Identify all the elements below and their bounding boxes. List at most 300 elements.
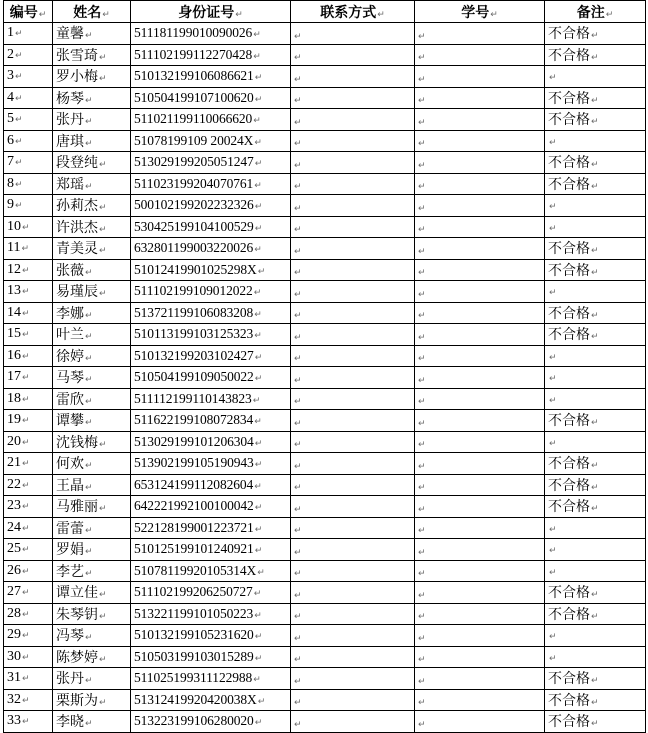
cell-remarks[interactable] [545, 646, 646, 668]
paragraph-mark-icon: ↵ [85, 547, 93, 558]
paragraph-mark-icon: ↵ [418, 139, 426, 150]
cell-remarks[interactable] [545, 539, 646, 561]
cell-contact[interactable] [291, 539, 415, 561]
cell-number[interactable] [4, 109, 53, 131]
cell-number[interactable] [4, 367, 53, 389]
paragraph-mark-icon: ↵ [257, 567, 265, 578]
cell-contact[interactable] [291, 345, 415, 367]
cell-name-text: 张丹 [56, 671, 84, 688]
cell-student-number[interactable] [415, 324, 545, 346]
cell-contact[interactable] [291, 87, 415, 109]
cell-id-number[interactable] [131, 474, 291, 496]
paragraph-mark-icon: ↵ [85, 310, 93, 321]
cell-student-number[interactable] [415, 668, 545, 690]
cell-number-text: 32 [7, 691, 21, 707]
cell-name[interactable] [53, 152, 131, 174]
paragraph-mark-icon: ↵ [22, 545, 30, 556]
cell-name[interactable] [53, 474, 131, 496]
cell-id-number-text: 500102199202232326 [134, 197, 254, 213]
cell-name-text: 叶兰 [56, 327, 84, 344]
cell-contact[interactable] [291, 711, 415, 733]
cell-remarks[interactable] [545, 689, 646, 711]
paragraph-mark-icon: ↵ [591, 181, 599, 192]
paragraph-mark-icon: ↵ [254, 438, 263, 449]
cell-name[interactable] [53, 87, 131, 109]
paragraph-mark-icon: ↵ [22, 652, 30, 663]
cell-contact[interactable] [291, 109, 415, 131]
cell-remarks[interactable] [545, 367, 646, 389]
cell-student-number[interactable] [415, 453, 545, 475]
cell-name[interactable] [53, 689, 131, 711]
cell-name[interactable] [53, 259, 131, 281]
cell-name[interactable] [53, 539, 131, 561]
paragraph-mark-icon: ↵ [294, 139, 302, 150]
paragraph-mark-icon: ↵ [22, 695, 30, 706]
cell-name[interactable] [53, 66, 131, 88]
cell-number-text: 4 [7, 89, 14, 105]
table-row [4, 23, 646, 45]
cell-student-number[interactable] [415, 646, 545, 668]
cell-id-number[interactable] [131, 44, 291, 66]
cell-student-number[interactable] [415, 87, 545, 109]
cell-contact[interactable] [291, 388, 415, 410]
cell-contact[interactable] [291, 582, 415, 604]
paragraph-mark-icon: ↵ [418, 526, 426, 537]
paragraph-mark-icon: ↵ [254, 159, 263, 170]
cell-id-number[interactable] [131, 689, 291, 711]
cell-contact[interactable] [291, 689, 415, 711]
cell-id-number[interactable] [131, 668, 291, 690]
cell-number[interactable] [4, 582, 53, 604]
cell-number[interactable] [4, 216, 53, 238]
cell-student-number[interactable] [415, 517, 545, 539]
cell-remarks[interactable] [545, 582, 646, 604]
cell-contact[interactable] [291, 668, 415, 690]
cell-name-text: 王晶 [56, 477, 84, 494]
cell-remarks-text: 不合格 [548, 112, 590, 129]
cell-name[interactable] [53, 711, 131, 733]
cell-number[interactable] [4, 625, 53, 647]
cell-student-number[interactable] [415, 603, 545, 625]
cell-number[interactable] [4, 689, 53, 711]
paragraph-mark-icon: ↵ [99, 590, 107, 601]
cell-contact[interactable] [291, 453, 415, 475]
cell-contact[interactable] [291, 410, 415, 432]
cell-number[interactable] [4, 388, 53, 410]
cell-name-text: 谭立佳 [56, 585, 98, 602]
cell-student-number[interactable] [415, 66, 545, 88]
cell-contact[interactable] [291, 625, 415, 647]
cell-number[interactable] [4, 324, 53, 346]
cell-number[interactable] [4, 87, 53, 109]
cell-number[interactable] [4, 410, 53, 432]
paragraph-mark-icon: ↵ [85, 375, 93, 386]
paragraph-mark-icon: ↵ [99, 611, 107, 622]
paragraph-mark-icon: ↵ [591, 482, 599, 493]
cell-id-number[interactable] [131, 388, 291, 410]
cell-student-number[interactable] [415, 582, 545, 604]
cell-student-number[interactable] [415, 474, 545, 496]
cell-remarks[interactable] [545, 109, 646, 131]
cell-name[interactable] [53, 431, 131, 453]
cell-remarks[interactable] [545, 66, 646, 88]
paragraph-mark-icon: ↵ [549, 352, 557, 363]
cell-id-number-text: 530425199104100529 [134, 218, 254, 234]
cell-number[interactable] [4, 539, 53, 561]
cell-contact[interactable] [291, 195, 415, 217]
cell-id-number[interactable] [131, 23, 291, 45]
cell-remarks[interactable] [545, 281, 646, 303]
cell-remarks[interactable] [545, 216, 646, 238]
cell-id-number-text: 653124199112082604 [134, 476, 254, 492]
paragraph-mark-icon: ↵ [254, 331, 262, 342]
cell-contact[interactable] [291, 23, 415, 45]
paragraph-mark-icon: ↵ [294, 547, 302, 558]
cell-number[interactable] [4, 711, 53, 733]
paragraph-mark-icon: ↵ [418, 96, 426, 107]
cell-remarks[interactable] [545, 345, 646, 367]
cell-id-number[interactable] [131, 281, 291, 303]
paragraph-mark-icon: ↵ [85, 719, 93, 730]
cell-student-number[interactable] [415, 195, 545, 217]
cell-name[interactable] [53, 324, 131, 346]
cell-remarks[interactable] [545, 152, 646, 174]
cell-name[interactable] [53, 23, 131, 45]
cell-id-number[interactable] [131, 324, 291, 346]
cell-number[interactable] [4, 173, 53, 195]
cell-id-number[interactable] [131, 517, 291, 539]
cell-name-text: 马雅丽 [56, 499, 98, 516]
paragraph-mark-icon: ↵ [294, 504, 302, 515]
cell-remarks[interactable] [545, 711, 646, 733]
paragraph-mark-icon: ↵ [22, 437, 30, 448]
cell-id-number[interactable] [131, 453, 291, 475]
cell-id-number[interactable] [131, 711, 291, 733]
cell-contact[interactable] [291, 44, 415, 66]
cell-student-number[interactable] [415, 109, 545, 131]
cell-remarks-text: 不合格 [548, 262, 590, 279]
cell-contact[interactable] [291, 603, 415, 625]
cell-id-number[interactable] [131, 539, 291, 561]
paragraph-mark-icon: ↵ [22, 222, 30, 233]
paragraph-mark-icon: ↵ [591, 461, 599, 472]
cell-student-number[interactable] [415, 216, 545, 238]
cell-remarks-text: 不合格 [548, 499, 590, 516]
cell-number[interactable] [4, 302, 53, 324]
cell-remarks-text: 不合格 [548, 305, 590, 322]
cell-contact[interactable] [291, 431, 415, 453]
header-row [4, 1, 646, 23]
paragraph-mark-icon: ↵ [418, 160, 426, 171]
table-row [4, 603, 646, 625]
paragraph-mark-icon: ↵ [15, 136, 23, 147]
cell-number[interactable] [4, 646, 53, 668]
cell-name[interactable] [53, 195, 131, 217]
cell-number[interactable] [4, 603, 53, 625]
cell-student-number[interactable] [415, 560, 545, 582]
paragraph-mark-icon: ↵ [418, 397, 426, 408]
cell-name[interactable] [53, 216, 131, 238]
cell-number-text: 7 [7, 154, 14, 170]
paragraph-mark-icon: ↵ [254, 718, 263, 729]
cell-name[interactable] [53, 281, 131, 303]
cell-id-number[interactable] [131, 646, 291, 668]
cell-name[interactable] [53, 388, 131, 410]
cell-student-number[interactable] [415, 302, 545, 324]
cell-id-number[interactable] [131, 195, 291, 217]
cell-id-number-text: 513902199105190943 [134, 455, 254, 471]
cell-number[interactable] [4, 560, 53, 582]
cell-id-number[interactable] [131, 238, 291, 260]
cell-name[interactable] [53, 582, 131, 604]
cell-remarks[interactable] [545, 603, 646, 625]
cell-contact[interactable] [291, 173, 415, 195]
cell-name-text: 罗娟 [56, 542, 84, 559]
cell-student-number[interactable] [415, 259, 545, 281]
cell-name[interactable] [53, 173, 131, 195]
cell-number[interactable] [4, 281, 53, 303]
cell-name[interactable] [53, 453, 131, 475]
cell-remarks[interactable] [545, 517, 646, 539]
cell-name[interactable] [53, 646, 131, 668]
cell-number[interactable] [4, 44, 53, 66]
cell-remarks[interactable] [545, 431, 646, 453]
paragraph-mark-icon: ↵ [418, 375, 426, 386]
cell-id-number-text: 511025199311122988 [134, 670, 253, 686]
cell-contact[interactable] [291, 646, 415, 668]
cell-number[interactable] [4, 130, 53, 152]
cell-remarks[interactable] [545, 259, 646, 281]
cell-contact[interactable] [291, 324, 415, 346]
cell-remarks[interactable] [545, 496, 646, 518]
cell-contact[interactable] [291, 238, 415, 260]
cell-remarks[interactable] [545, 324, 646, 346]
cell-remarks[interactable] [545, 302, 646, 324]
cell-name[interactable] [53, 109, 131, 131]
header-student-number: 学号↵ [415, 1, 545, 23]
paragraph-mark-icon: ↵ [15, 50, 23, 61]
cell-number[interactable] [4, 345, 53, 367]
cell-id-number-text: 510132199106086621 [134, 68, 254, 84]
table-row [4, 689, 646, 711]
cell-name-text: 马琴 [56, 370, 84, 387]
cell-name[interactable] [53, 603, 131, 625]
cell-number[interactable] [4, 152, 53, 174]
cell-student-number[interactable] [415, 539, 545, 561]
cell-contact[interactable] [291, 281, 415, 303]
cell-student-number[interactable] [415, 281, 545, 303]
cell-number[interactable] [4, 195, 53, 217]
paragraph-mark-icon: ↵ [418, 440, 426, 451]
cell-contact[interactable] [291, 130, 415, 152]
cell-id-number[interactable] [131, 410, 291, 432]
table-row [4, 66, 646, 88]
cell-student-number[interactable] [415, 238, 545, 260]
cell-name-text: 易瑾辰 [56, 284, 98, 301]
cell-number[interactable] [4, 517, 53, 539]
cell-remarks[interactable] [545, 453, 646, 475]
cell-number[interactable] [4, 474, 53, 496]
cell-id-number[interactable] [131, 496, 291, 518]
cell-contact[interactable] [291, 302, 415, 324]
cell-contact[interactable] [291, 152, 415, 174]
cell-student-number[interactable] [415, 431, 545, 453]
cell-remarks[interactable] [545, 238, 646, 260]
paragraph-mark-icon: ↵ [418, 719, 426, 730]
cell-remarks[interactable] [545, 560, 646, 582]
cell-id-number[interactable] [131, 603, 291, 625]
cell-number[interactable] [4, 453, 53, 475]
header-name: 姓名↵ [53, 1, 131, 23]
cell-student-number[interactable] [415, 625, 545, 647]
paragraph-mark-icon: ↵ [294, 590, 302, 601]
cell-contact[interactable] [291, 216, 415, 238]
paragraph-mark-icon: ↵ [22, 502, 30, 513]
cell-name[interactable] [53, 517, 131, 539]
cell-id-number-text: 511102199112270428 [134, 46, 253, 62]
paragraph-mark-icon: ↵ [294, 203, 302, 214]
table-row [4, 367, 646, 389]
paragraph-mark-icon: ↵ [254, 245, 262, 256]
cell-name[interactable] [53, 44, 131, 66]
paragraph-mark-icon: ↵ [294, 96, 302, 107]
cell-student-number[interactable] [415, 367, 545, 389]
cell-id-number[interactable] [131, 302, 291, 324]
paragraph-mark-icon: ↵ [418, 203, 426, 214]
cell-number[interactable] [4, 668, 53, 690]
paragraph-mark-icon: ↵ [294, 268, 302, 279]
cell-name-text: 张丹 [56, 112, 84, 129]
paragraph-mark-icon: ↵ [254, 503, 263, 514]
cell-id-number[interactable] [131, 152, 291, 174]
paragraph-mark-icon: ↵ [99, 439, 107, 450]
cell-name[interactable] [53, 238, 131, 260]
cell-student-number[interactable] [415, 44, 545, 66]
cell-number[interactable] [4, 23, 53, 45]
cell-id-number[interactable] [131, 130, 291, 152]
cell-name-text: 沈钱梅 [56, 434, 98, 451]
cell-contact[interactable] [291, 259, 415, 281]
paragraph-mark-icon: ↵ [418, 633, 426, 644]
cell-student-number[interactable] [415, 496, 545, 518]
cell-remarks-text: 不合格 [548, 47, 590, 64]
cell-remarks[interactable] [545, 410, 646, 432]
paragraph-mark-icon: ↵ [294, 526, 302, 537]
cell-remarks[interactable] [545, 195, 646, 217]
cell-name[interactable] [53, 560, 131, 582]
cell-student-number[interactable] [415, 130, 545, 152]
cell-name[interactable] [53, 367, 131, 389]
cell-remarks[interactable] [545, 23, 646, 45]
cell-contact[interactable] [291, 496, 415, 518]
cell-id-number[interactable] [131, 259, 291, 281]
cell-id-number-text: 51078199109 20024X [134, 132, 254, 148]
cell-student-number[interactable] [415, 689, 545, 711]
cell-number-text: 15 [7, 326, 21, 342]
cell-id-number[interactable] [131, 625, 291, 647]
table-row [4, 345, 646, 367]
cell-id-number[interactable] [131, 216, 291, 238]
cell-contact[interactable] [291, 517, 415, 539]
cell-remarks-text: 不合格 [548, 26, 590, 43]
cell-name[interactable] [53, 302, 131, 324]
cell-number[interactable] [4, 238, 53, 260]
cell-id-number-text: 511023199204070761 [134, 175, 254, 191]
cell-contact[interactable] [291, 66, 415, 88]
cell-student-number[interactable] [415, 711, 545, 733]
paragraph-mark-icon: ↵ [418, 590, 426, 601]
cell-number[interactable] [4, 66, 53, 88]
paragraph-mark-icon: ↵ [22, 588, 30, 599]
cell-name-text: 杨琴 [56, 90, 84, 107]
cell-remarks[interactable] [545, 474, 646, 496]
paragraph-mark-icon: ↵ [99, 654, 107, 665]
cell-number[interactable] [4, 259, 53, 281]
cell-id-number[interactable] [131, 431, 291, 453]
cell-remarks[interactable] [545, 44, 646, 66]
cell-remarks[interactable] [545, 173, 646, 195]
cell-name-text: 青美灵 [56, 241, 98, 258]
cell-remarks[interactable] [545, 130, 646, 152]
cell-id-number[interactable] [131, 367, 291, 389]
cell-name[interactable] [53, 410, 131, 432]
paragraph-mark-icon: ↵ [418, 655, 426, 666]
paragraph-mark-icon: ↵ [252, 395, 261, 406]
cell-id-number[interactable] [131, 109, 291, 131]
cell-student-number[interactable] [415, 23, 545, 45]
paragraph-mark-icon: ↵ [85, 181, 93, 192]
cell-id-number-text: 510132199105231620 [134, 627, 254, 643]
cell-number-text: 29 [7, 627, 21, 643]
cell-remarks[interactable] [545, 668, 646, 690]
cell-contact[interactable] [291, 367, 415, 389]
paragraph-mark-icon: ↵ [15, 72, 23, 83]
paragraph-mark-icon: ↵ [15, 93, 23, 104]
cell-student-number[interactable] [415, 152, 545, 174]
cell-contact[interactable] [291, 560, 415, 582]
cell-name[interactable] [53, 668, 131, 690]
cell-id-number[interactable] [131, 345, 291, 367]
cell-number[interactable] [4, 496, 53, 518]
cell-name[interactable] [53, 625, 131, 647]
paragraph-mark-icon: ↵ [294, 461, 302, 472]
cell-student-number[interactable] [415, 410, 545, 432]
cell-remarks[interactable] [545, 87, 646, 109]
paragraph-mark-icon: ↵ [85, 353, 93, 364]
cell-id-number[interactable] [131, 560, 291, 582]
cell-remarks[interactable] [545, 388, 646, 410]
cell-id-number[interactable] [131, 87, 291, 109]
cell-id-number[interactable] [131, 66, 291, 88]
cell-remarks-text: 不合格 [548, 413, 590, 430]
cell-id-number[interactable] [131, 173, 291, 195]
cell-name[interactable] [53, 345, 131, 367]
cell-remarks[interactable] [545, 625, 646, 647]
cell-number[interactable] [4, 431, 53, 453]
cell-student-number[interactable] [415, 173, 545, 195]
cell-name-text: 雷蕾 [56, 520, 84, 537]
cell-name[interactable] [53, 130, 131, 152]
cell-contact[interactable] [291, 474, 415, 496]
cell-id-number[interactable] [131, 582, 291, 604]
cell-name[interactable] [53, 496, 131, 518]
cell-student-number[interactable] [415, 388, 545, 410]
table-row [4, 668, 646, 690]
paragraph-mark-icon: ↵ [22, 459, 30, 470]
cell-number-text: 25 [7, 541, 21, 557]
paragraph-mark-icon: ↵ [591, 590, 599, 601]
cell-student-number[interactable] [415, 345, 545, 367]
